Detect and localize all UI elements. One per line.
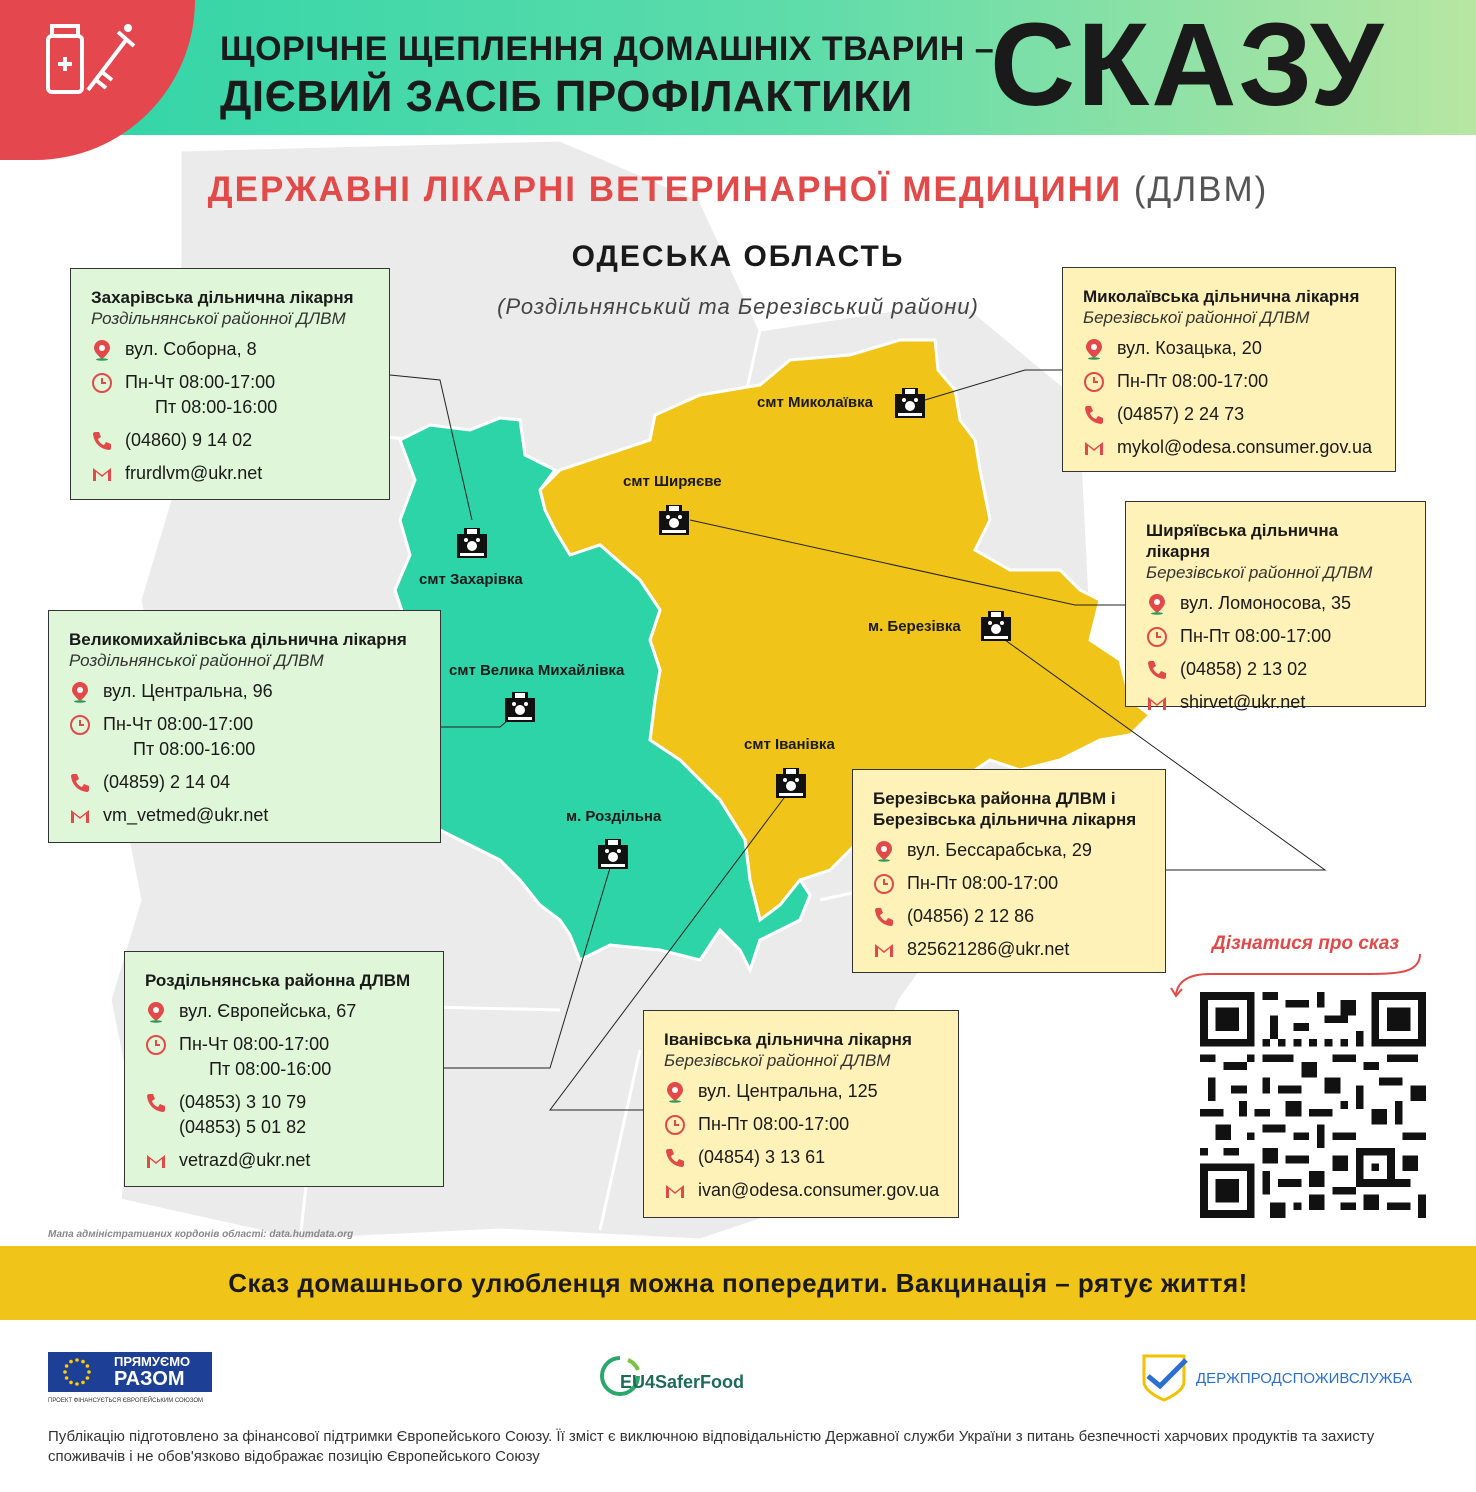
- card-address: [91, 337, 369, 362]
- hospital-paw-icon[interactable]: [775, 766, 807, 800]
- phone-icon: [873, 906, 895, 928]
- location-pin-icon: [1146, 593, 1168, 615]
- card-email[interactable]: [145, 1148, 423, 1173]
- card-phone[interactable]: [1146, 657, 1405, 682]
- card-subtitle: Березівської районної ДЛВМ: [664, 1051, 891, 1070]
- place-mykolaivka: смт Миколаївка: [757, 394, 873, 411]
- card-phone[interactable]: [664, 1145, 938, 1170]
- clock-icon: [873, 873, 895, 895]
- hospital-paw-icon[interactable]: [894, 386, 926, 420]
- card-address-text: вул. Центральна, 96: [103, 681, 273, 701]
- hospital-paw-icon[interactable]: [658, 503, 690, 537]
- card-hours: [1083, 369, 1375, 394]
- card-title: Миколаївська дільнична лікарня: [1083, 287, 1360, 306]
- card-address-text: вул. Європейська, 67: [179, 1001, 357, 1021]
- dps-shield-icon: [1140, 1352, 1188, 1402]
- qr-code[interactable]: [1200, 992, 1426, 1218]
- region-title: ОДЕСЬКА ОБЛАСТЬ: [571, 240, 905, 273]
- clock-icon: [145, 1034, 167, 1056]
- card-address: [1146, 591, 1405, 616]
- phone-icon: [1083, 404, 1105, 426]
- location-pin-icon: [873, 840, 895, 862]
- card-address-text: вул. Ломоносова, 35: [1180, 593, 1352, 613]
- card-hours-1: Пн-Пт 08:00-17:00: [1180, 626, 1332, 646]
- region-districts: (Роздільнянський та Березівський райони): [497, 294, 979, 319]
- card-address-text: вул. Козацька, 20: [1117, 338, 1262, 358]
- card-phone[interactable]: [873, 904, 1145, 929]
- card-hours-1: Пн-Чт 08:00-17:00: [125, 372, 276, 392]
- card-hours: [664, 1112, 938, 1137]
- card-address-text: вул. Центральна, 125: [698, 1081, 878, 1101]
- header-line-2: ДІЄВИЙ ЗАСІБ ПРОФІЛАКТИКИ: [220, 72, 913, 121]
- card-hours: [145, 1032, 423, 1082]
- card-email-text: shirvet@ukr.net: [1180, 692, 1306, 712]
- card-email-text: 825621286@ukr.net: [907, 939, 1070, 959]
- card-address: [1083, 336, 1375, 361]
- card-email-text: mykol@odesa.consumer.gov.ua: [1117, 437, 1373, 457]
- location-pin-icon: [69, 681, 91, 703]
- place-velyka-mykhailivka: смт Велика Михайлівка: [449, 662, 625, 679]
- header-big-word: СКАЗУ: [990, 0, 1386, 131]
- card-berezivka: [852, 769, 1166, 973]
- eu-logo-text-box: [106, 1352, 212, 1392]
- card-email[interactable]: [1146, 690, 1405, 715]
- card-title: Захарівська дільнична лікарня: [91, 288, 354, 307]
- card-address-text: вул. Бессарабська, 29: [907, 840, 1092, 860]
- place-ivanivka: смт Іванівка: [744, 736, 835, 753]
- card-phone-text: (04853) 3 10 79: [179, 1092, 307, 1112]
- location-pin-icon: [145, 1001, 167, 1023]
- card-title-2: Березівська дільнична лікарня: [873, 810, 1137, 829]
- eu4saferfood-text: EU4SaferFood: [620, 1372, 745, 1392]
- location-pin-icon: [91, 339, 113, 361]
- card-ivanivka: [643, 1010, 959, 1218]
- card-address: [69, 679, 420, 704]
- mail-icon: [664, 1180, 686, 1202]
- place-rozdilna: м. Роздільна: [566, 808, 662, 825]
- card-zakharivka: [70, 268, 390, 500]
- hospital-paw-icon[interactable]: [504, 690, 536, 724]
- mail-icon: [145, 1150, 167, 1172]
- mail-icon: [69, 805, 91, 827]
- card-email[interactable]: [91, 461, 369, 486]
- phone-icon: [145, 1092, 167, 1114]
- bottom-banner: [0, 1246, 1476, 1320]
- mail-icon: [1083, 437, 1105, 459]
- card-rozdilna: [124, 951, 444, 1187]
- page-title: [0, 170, 1476, 210]
- card-phone-text: (04854) 3 13 61: [698, 1147, 826, 1167]
- card-title: Ширяївська дільнична лікарня: [1146, 521, 1339, 561]
- card-hours: [873, 871, 1145, 896]
- phone-icon: [1146, 659, 1168, 681]
- card-shyriaieve: [1125, 501, 1426, 712]
- phone-icon: [91, 430, 113, 452]
- hospital-paw-icon[interactable]: [456, 526, 488, 560]
- card-address: [664, 1079, 938, 1104]
- card-email[interactable]: [69, 803, 420, 828]
- eu-flag-icon: [48, 1352, 106, 1392]
- clock-icon: [1083, 371, 1105, 393]
- page-title-main: ДЕРЖАВНІ ЛІКАРНІ ВЕТЕРИНАРНОЇ МЕДИЦИНИ: [207, 170, 1123, 209]
- curved-arrow-icon: [1170, 948, 1430, 998]
- card-email[interactable]: [664, 1178, 938, 1203]
- hospital-paw-icon[interactable]: [597, 837, 629, 871]
- card-address-text: вул. Соборна, 8: [125, 339, 257, 359]
- header-line-1: ЩОРІЧНЕ ЩЕПЛЕННЯ ДОМАШНІХ ТВАРИН –: [220, 30, 995, 68]
- hospital-paw-icon[interactable]: [980, 609, 1012, 643]
- card-mykolaivka: [1062, 267, 1396, 472]
- card-phone[interactable]: [69, 770, 420, 795]
- eu-disclaimer: Публікацію підготовлено за фінансової підтримки Європейського Союзу. Її зміст є виключною відповідальністю Державної служби України з питань безпечності харчових продуктів та захисту споживачів і не обов'язково відображає позицію Європейського Союзу: [48, 1428, 1375, 1465]
- vaccine-icon: [40, 18, 140, 108]
- card-address: [873, 838, 1145, 863]
- card-email-text: vetrazd@ukr.net: [179, 1150, 311, 1170]
- card-phone[interactable]: [91, 428, 369, 453]
- card-email[interactable]: [1083, 435, 1375, 460]
- mail-icon: [1146, 692, 1168, 714]
- dps-logo-text: ДЕРЖПРОДСПОЖИВСЛУЖБА: [1196, 1370, 1412, 1387]
- card-email-text: frurdlvm@ukr.net: [125, 463, 263, 483]
- card-hours: [69, 712, 420, 762]
- eu-logo-small: ПРОЕКТ ФІНАНСУЄТЬСЯ ЄВРОПЕЙСЬКИМ СОЮЗОМ: [48, 1398, 204, 1404]
- card-subtitle: Березівської районної ДЛВМ: [1146, 563, 1373, 582]
- phone-icon: [69, 772, 91, 794]
- card-hours-1: Пн-Пт 08:00-17:00: [1117, 371, 1269, 391]
- card-hours-1: Пн-Пт 08:00-17:00: [907, 873, 1059, 893]
- card-hours: [1146, 624, 1405, 649]
- card-phone[interactable]: [1083, 402, 1375, 427]
- card-address: [145, 999, 423, 1024]
- card-title: Іванівська дільнична лікарня: [664, 1030, 912, 1049]
- card-phone-text: (04856) 2 12 86: [907, 906, 1035, 926]
- card-hours: [91, 370, 369, 420]
- qr-caption: Дізнатися про сказ: [1212, 933, 1400, 954]
- card-title-1: Березівська районна ДЛВМ і: [873, 789, 1116, 808]
- card-hours-1: Пн-Чт 08:00-17:00: [103, 714, 254, 734]
- card-email-text: ivan@odesa.consumer.gov.ua: [698, 1180, 940, 1200]
- place-shyriaieve: смт Ширяєве: [623, 473, 722, 490]
- card-email-text: vm_vetmed@ukr.net: [103, 805, 269, 825]
- mail-icon: [873, 939, 895, 961]
- card-hours-2: Пт 08:00-16:00: [133, 739, 256, 759]
- card-subtitle: Березівської районної ДЛВМ: [1083, 308, 1310, 327]
- card-subtitle: Роздільнянської районної ДЛВМ: [69, 651, 324, 670]
- card-phone[interactable]: [145, 1090, 423, 1140]
- page-title-abbr: (ДЛВМ): [1133, 170, 1269, 209]
- eu-logo-main: РАЗОМ: [114, 1368, 185, 1390]
- eu-logo-top: ПРЯМУЄМО: [114, 1354, 191, 1369]
- map-source-note: Мапа адміністративних кордонів області: data.humdata.org: [48, 1229, 354, 1240]
- clock-icon: [1146, 626, 1168, 648]
- card-email[interactable]: [873, 937, 1145, 962]
- card-phone-text: (04860) 9 14 02: [125, 430, 253, 450]
- card-phone-text: (04857) 2 24 73: [1117, 404, 1245, 424]
- location-pin-icon: [664, 1081, 686, 1103]
- card-phone-2: (04853) 5 01 82: [179, 1117, 307, 1137]
- card-title: Великомихайлівська дільнична лікарня: [69, 630, 407, 649]
- card-hours-1: Пн-Чт 08:00-17:00: [179, 1034, 330, 1054]
- clock-icon: [664, 1114, 686, 1136]
- bottom-banner-text: Сказ домашнього улюбленця можна попередити. Вакцинація – рятує життя!: [228, 1268, 1248, 1298]
- place-zakharivka: смт Захарівка: [419, 571, 523, 588]
- card-subtitle: Роздільнянської районної ДЛВМ: [91, 309, 346, 328]
- clock-icon: [91, 372, 113, 394]
- card-hours-2: Пт 08:00-16:00: [155, 397, 278, 417]
- location-pin-icon: [1083, 338, 1105, 360]
- card-phone-text: (04858) 2 13 02: [1180, 659, 1308, 679]
- card-phone-text: (04859) 2 14 04: [103, 772, 231, 792]
- card-hours-2: Пт 08:00-16:00: [209, 1059, 332, 1079]
- place-berezivka: м. Березівка: [868, 618, 961, 635]
- mail-icon: [91, 463, 113, 485]
- card-velyka-mykhailivka: [48, 610, 441, 843]
- phone-icon: [664, 1147, 686, 1169]
- clock-icon: [69, 714, 91, 736]
- card-hours-1: Пн-Пт 08:00-17:00: [698, 1114, 850, 1134]
- card-title: Роздільнянська районна ДЛВМ: [145, 971, 411, 990]
